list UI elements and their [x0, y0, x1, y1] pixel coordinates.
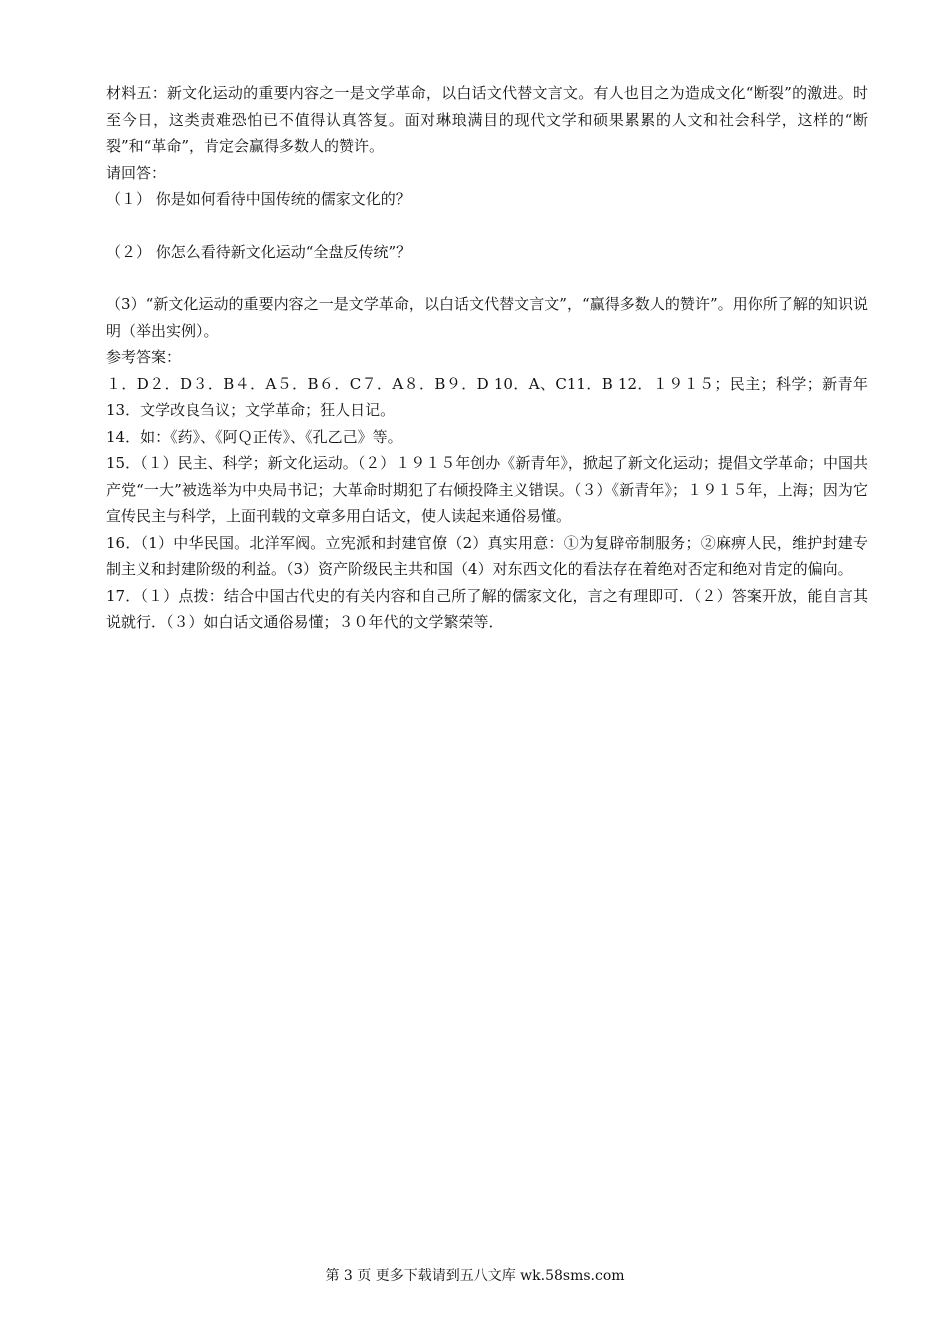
- answer-prompt: 请回答：: [106, 163, 167, 182]
- question-2: （２） 你怎么看待新文化运动“全盘反传统”？: [106, 242, 412, 261]
- answer-16: 16．（1）中华民国。北洋军阀。立宪派和封建官僚（2）真实用意：①为复辟帝制服务；②麻痹人民，维护封建专制主义和封建阶级的利益。（3）资产阶级民主共和国（4）对东西文化的看法存在着绝对否定和绝对肯定的偏向。: [106, 533, 868, 578]
- answer-14: 14．如：《药》、《阿Ｑ正传》、《孔乙己》等。: [106, 427, 403, 446]
- answer-17: 17．（１）点拨：结合中国古代史的有关内容和自己所了解的儒家文化，言之有理即可．（２）答案开放，能自言其说就行．（３）如白话文通俗易懂；３０年代的文学繁荣等．: [106, 586, 868, 631]
- document-body: [106, 80, 868, 636]
- answer-15: 15．（１）民主、科学；新文化运动。（２）１９１５年创办《新青年》，掀起了新文化运动；提倡文学革命；中国共产党“一大”被选举为中央局书记；大革命时期犯了右倾投降主义错误。（３）《新青年》；１９１５年，上海；因为它宣传民主与科学，上面刊载的文章多用白话文，使人读起来通俗易懂。: [106, 454, 868, 525]
- material-five-paragraph: 材料五：新文化运动的重要内容之一是文学革命，以白话文代替文言文。有人也目之为造成文化“断裂”的激进。时至今日，这类责难恐怕已不值得认真答复。面对琳琅满目的现代文学和硕果累累的人文和社会科学，这样的“断裂”和“革命”，肯定会赢得多数人的赞许。: [106, 84, 868, 155]
- question-1: （１） 你是如何看待中国传统的儒家文化的？: [106, 190, 411, 208]
- page-footer: 第 3 页 更多下载请到五八文库 wk.58sms.com: [325, 1268, 625, 1284]
- question-3: （3）“新文化运动的重要内容之一是文学革命，以白话文代替文言文”，“赢得多数人的赞许”。用你所了解的知识说明（举出实例）。: [106, 295, 868, 340]
- spacer: [106, 265, 868, 291]
- spacer: [106, 213, 868, 239]
- answer-1-13: １．D２．D３．B４．A５．B６．C７．A８．B９．D 10．A、C11．B 12．１９１５；民主；科学；新青年 13．文学改良刍议；文学革命；狂人日记。: [106, 374, 868, 419]
- answers-heading: 参考答案：: [106, 348, 182, 366]
